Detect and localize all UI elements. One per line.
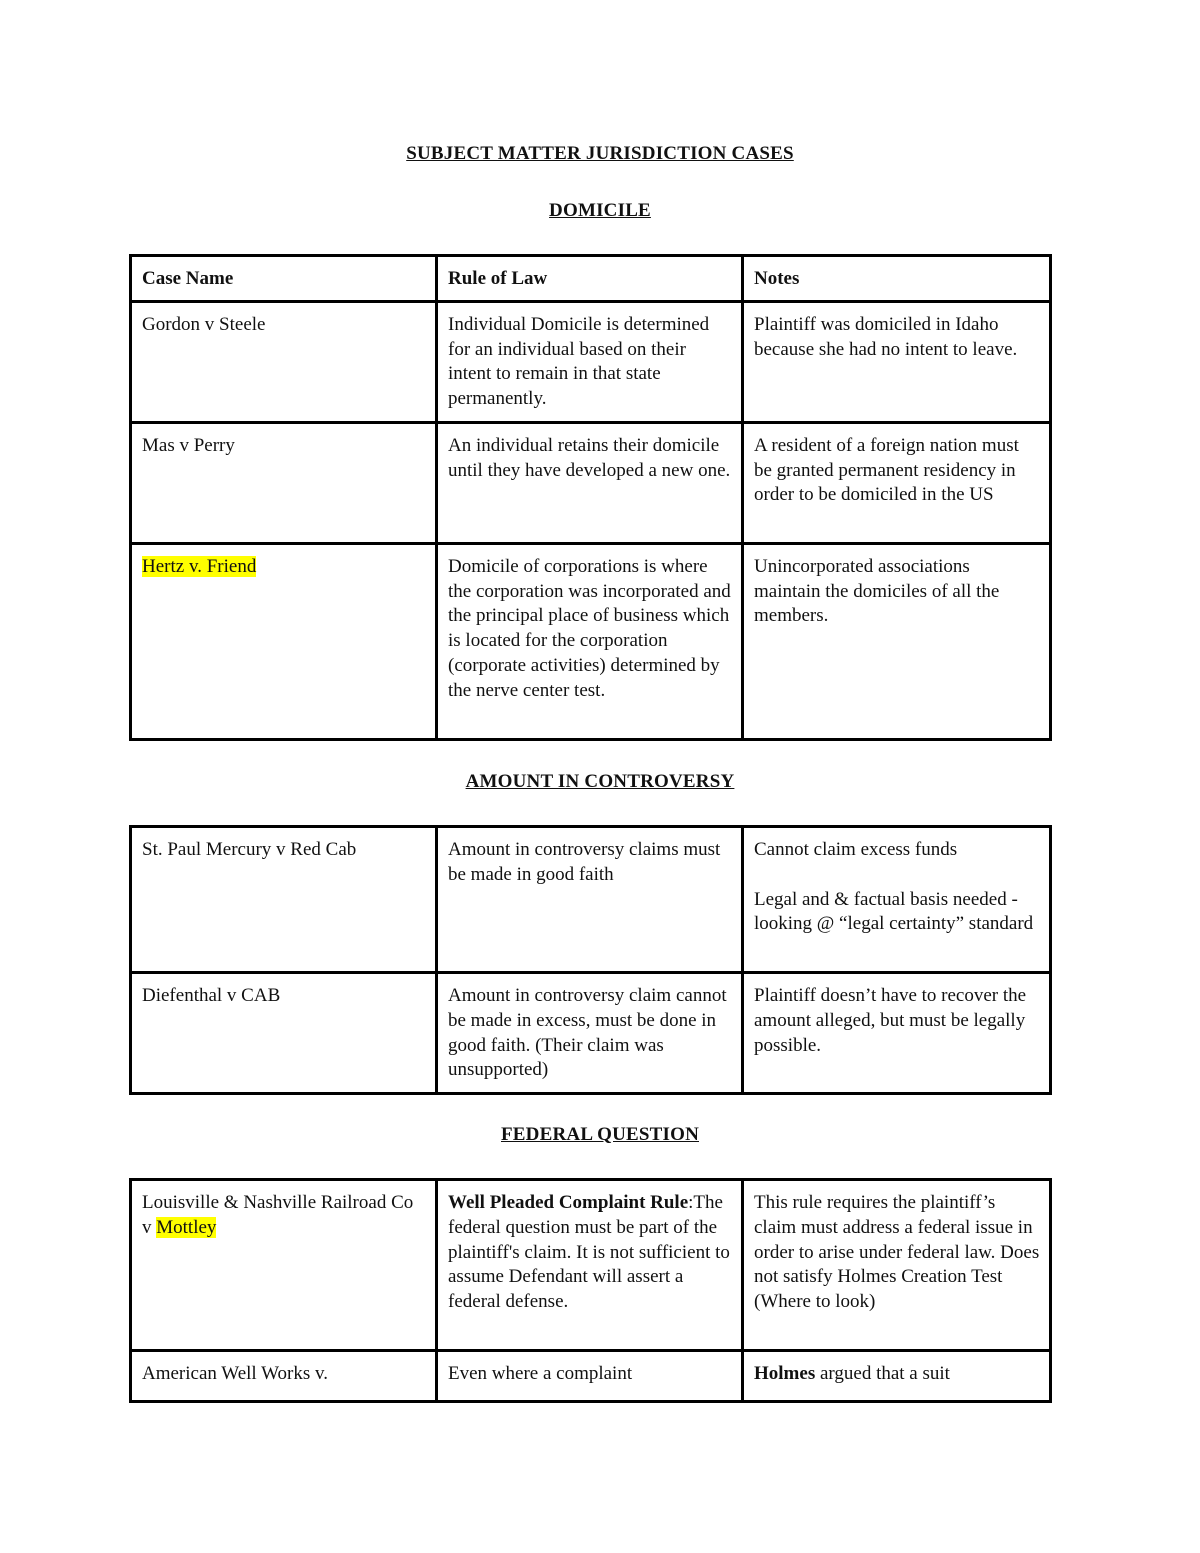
case-name-cell xyxy=(131,543,437,739)
table-row xyxy=(131,973,1051,1094)
rule-cell: Even where a complaint xyxy=(437,1351,743,1402)
rule-name-bold: Well Pleaded Complaint Rule xyxy=(448,1192,689,1213)
rule-cell: Amount in controversy claims must be made in good faith xyxy=(437,827,743,973)
table-header-row xyxy=(131,256,1051,302)
federal-question-table-continued xyxy=(129,1349,1052,1403)
notes-text: argued that a suit xyxy=(815,1363,950,1384)
case-name-cell: St. Paul Mercury v Red Cab xyxy=(131,827,437,973)
notes-cell: Unincorporated associations maintain the domiciles of all the members. xyxy=(743,543,1051,739)
table-row xyxy=(131,827,1051,973)
notes-cell xyxy=(743,827,1051,973)
federal-question-table xyxy=(129,1178,1052,1352)
domicile-table xyxy=(129,254,1052,741)
case-name-cell: Gordon v Steele xyxy=(131,301,437,422)
notes-cell xyxy=(743,1351,1051,1402)
table-row xyxy=(131,422,1051,543)
table-row xyxy=(131,301,1051,422)
page-title: SUBJECT MATTER JURISDICTION CASES xyxy=(406,143,794,164)
notes-bold: Holmes xyxy=(754,1363,816,1384)
notes-line: Cannot claim excess funds xyxy=(754,839,958,860)
table-row xyxy=(131,1351,1051,1402)
rule-cell: An individual retains their domicile until they have developed a new one. xyxy=(437,422,743,543)
case-name-text: Louisville & Nashville Railroad Co v xyxy=(142,1192,414,1238)
case-name-cell: Diefenthal v CAB xyxy=(131,973,437,1094)
header-case-name: Case Name xyxy=(131,256,437,302)
header-notes: Notes xyxy=(743,256,1051,302)
highlighted-case-name: Mottley xyxy=(156,1216,217,1238)
highlighted-case-name: Hertz v. Friend xyxy=(142,555,257,577)
notes-cell: A resident of a foreign nation must be granted permanent residency in order to be domiciled in the US xyxy=(743,422,1051,543)
notes-line: Legal and & factual basis needed - looking @ “legal certainty” standard xyxy=(754,888,1034,935)
section-heading-federal-question: FEDERAL QUESTION xyxy=(501,1124,699,1145)
table-row xyxy=(131,543,1051,739)
case-name-cell: American Well Works v. xyxy=(131,1351,437,1402)
amount-in-controversy-table xyxy=(129,825,1052,1095)
rule-cell xyxy=(437,1180,743,1351)
section-heading-domicile: DOMICILE xyxy=(549,200,651,221)
case-name-cell xyxy=(131,1180,437,1351)
table-row xyxy=(131,1180,1051,1351)
rule-text: :The federal question must be part of the plaintiff's claim. It is not sufficient to assume Defendant will assert a federal defense. xyxy=(448,1192,730,1313)
case-name-cell: Mas v Perry xyxy=(131,422,437,543)
rule-cell: Amount in controversy claim cannot be made in excess, must be done in good faith. (Their claim was unsupported) xyxy=(437,973,743,1094)
notes-cell: Plaintiff was domiciled in Idaho because she had no intent to leave. xyxy=(743,301,1051,422)
header-rule-of-law: Rule of Law xyxy=(437,256,743,302)
rule-cell: Domicile of corporations is where the corporation was incorporated and the principal place of business which is located for the corporation (corporate activities) determined by the nerve center test. xyxy=(437,543,743,739)
notes-cell: Plaintiff doesn’t have to recover the amount alleged, but must be legally possible. xyxy=(743,973,1051,1094)
notes-cell: This rule requires the plaintiff’s claim must address a federal issue in order to arise under federal law. Does not satisfy Holmes Creation Test (Where to look) xyxy=(743,1180,1051,1351)
rule-cell: Individual Domicile is determined for an individual based on their intent to remain in that state permanently. xyxy=(437,301,743,422)
section-heading-amount-in-controversy: AMOUNT IN CONTROVERSY xyxy=(465,771,735,792)
